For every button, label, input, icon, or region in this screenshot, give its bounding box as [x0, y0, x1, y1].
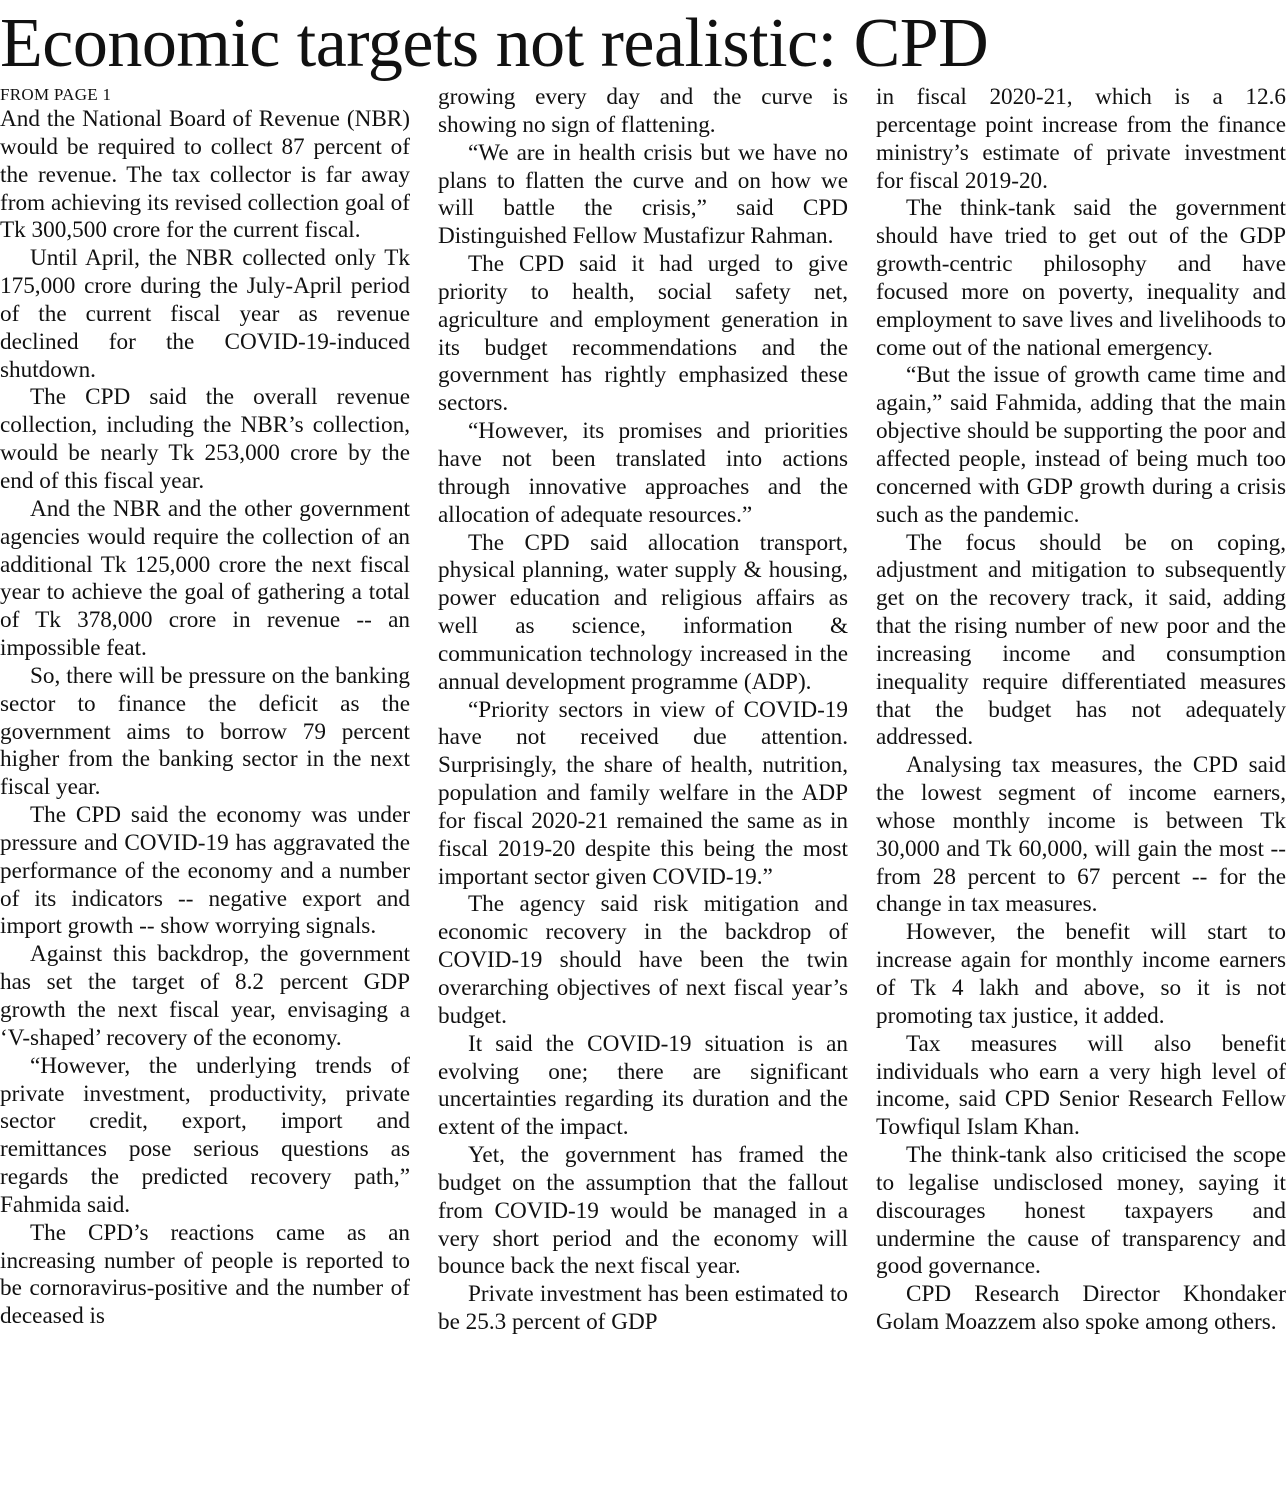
paragraph: The CPD said allocation transport, physical planning, water supply & housing, power education and religious affairs as well as science, information & communication technology increased in the annual development programme (ADP).: [438, 529, 848, 695]
paragraph: “However, its promises and priorities have not been translated into actions through innovative approaches and the allocation of adequate resources.”: [438, 418, 848, 528]
article-column-2: [438, 84, 848, 1337]
paragraph: Analysing tax measures, the CPD said the lowest segment of income earners, whose monthly income is between Tk 30,000 and Tk 60,000, will gain the most -- from 28 percent to 67 percent -- for the change in tax measures.: [876, 752, 1286, 918]
paragraph: Yet, the government has framed the budget on the assumption that the fallout from COVID-19 would be managed in a very short period and the economy will bounce back the next fiscal year.: [438, 1142, 848, 1280]
article-column-1: [0, 84, 410, 1331]
paragraph: The CPD said it had urged to give priority to health, social safety net, agriculture and employment generation in its budget recommendations and the government has rightly emphasized these sectors.: [438, 251, 848, 417]
paragraph: “We are in health crisis but we have no plans to flatten the curve and on how we will battle the crisis,” said CPD Distinguished Fellow Mustafizur Rahman.: [438, 139, 848, 250]
paragraph: “Priority sectors in view of COVID-19 have not received due attention. Surprisingly, the share of health, nutrition, population and family welfare in the ADP for fiscal 2020-21 remained the same as in fiscal 2019-20 despite this being the most important sector given COVID-19.”: [438, 696, 848, 890]
paragraph: And the NBR and the other government agencies would require the collection of an additional Tk 125,000 crore the next fiscal year to achieve the goal of gathering a total of Tk 378,000 crore in revenue -- an impossible feat.: [0, 495, 410, 662]
paragraph: growing every day and the curve is showing no sign of flattening.: [438, 84, 848, 138]
paragraph: The CPD said the economy was under pressure and COVID-19 has aggravated the performance of the economy and a number of its indicators -- negative export and import growth -- show worrying signals.: [0, 802, 410, 940]
paragraph: Tax measures will also benefit individuals who earn a very high level of income, said CPD Senior Research Fellow Towfiqul Islam Khan.: [876, 1030, 1286, 1141]
paragraph: in fiscal 2020-21, which is a 12.6 percentage point increase from the finance ministry’s estimate of private investment for fiscal 2019-20.: [876, 84, 1286, 194]
paragraph: So, there will be pressure on the banking sector to finance the deficit as the government aims to borrow 79 percent higher from the banking sector in the next fiscal year.: [0, 662, 410, 801]
paragraph: The CPD’s reactions came as an increasing number of people is reported to be cornoravirus-positive and the number of deceased is: [0, 1219, 410, 1330]
paragraph: “However, the underlying trends of private investment, productivity, private sector credit, export, import and remittances pose serious questions as regards the predicted recovery path,” Fahmida said.: [0, 1052, 410, 1218]
paragraph: Against this backdrop, the government has set the target of 8.2 percent GDP growth the next fiscal year, envisaging a ‘V-shaped’ recovery of the economy.: [0, 941, 410, 1051]
paragraph: Until April, the NBR collected only Tk 175,000 crore during the July-April period of the current fiscal year as revenue declined for the COVID-19-induced shutdown.: [0, 245, 410, 383]
paragraph: The agency said risk mitigation and economic recovery in the backdrop of COVID-19 should have been the twin overarching objectives of next fiscal year’s budget.: [438, 891, 848, 1029]
paragraph: Private investment has been estimated to be 25.3 percent of GDP: [438, 1281, 848, 1336]
paragraph: The think-tank also criticised the scope to legalise undisclosed money, saying it discourages honest taxpayers and undermine the cause of transparency and good governance.: [876, 1142, 1286, 1280]
paragraph: CPD Research Director Khondaker Golam Moazzem also spoke among others.: [876, 1281, 1286, 1336]
paragraph: The focus should be on coping, adjustment and mitigation to subsequently get on the recovery track, it said, adding that the rising number of new poor and the increasing income and consumption inequality require differentiated measures that the budget has not adequately addressed.: [876, 529, 1286, 751]
article-column-3: [876, 84, 1286, 1337]
paragraph: However, the benefit will start to increase again for monthly income earners of Tk 4 lakh and above, so it is not promoting tax justice, it added.: [876, 919, 1286, 1029]
paragraph: The think-tank said the government should have tried to get out of the GDP growth-centric philosophy and have focused more on poverty, inequality and employment to save lives and livelihoods to come out of the national emergency.: [876, 195, 1286, 361]
paragraph: The CPD said the overall revenue collection, including the NBR’s collection, would be nearly Tk 253,000 crore by the end of this fiscal year.: [0, 384, 410, 494]
kicker-from-page: FROM PAGE 1: [0, 85, 112, 104]
paragraph: It said the COVID-19 situation is an evolving one; there are significant uncertainties regarding its duration and the extent of the impact.: [438, 1030, 848, 1141]
headline: Economic targets not realistic: CPD: [0, 5, 989, 82]
paragraph: “But the issue of growth came time and again,” said Fahmida, adding that the main objective should be supporting the poor and affected people, instead of being much too concerned with GDP growth during a crisis such as the pandemic.: [876, 362, 1286, 528]
paragraph: And the National Board of Revenue (NBR) would be required to collect 87 percent of the revenue. The tax collector is far away from achieving its revised collection goal of Tk 300,500 crore for the current fiscal.: [0, 106, 410, 244]
